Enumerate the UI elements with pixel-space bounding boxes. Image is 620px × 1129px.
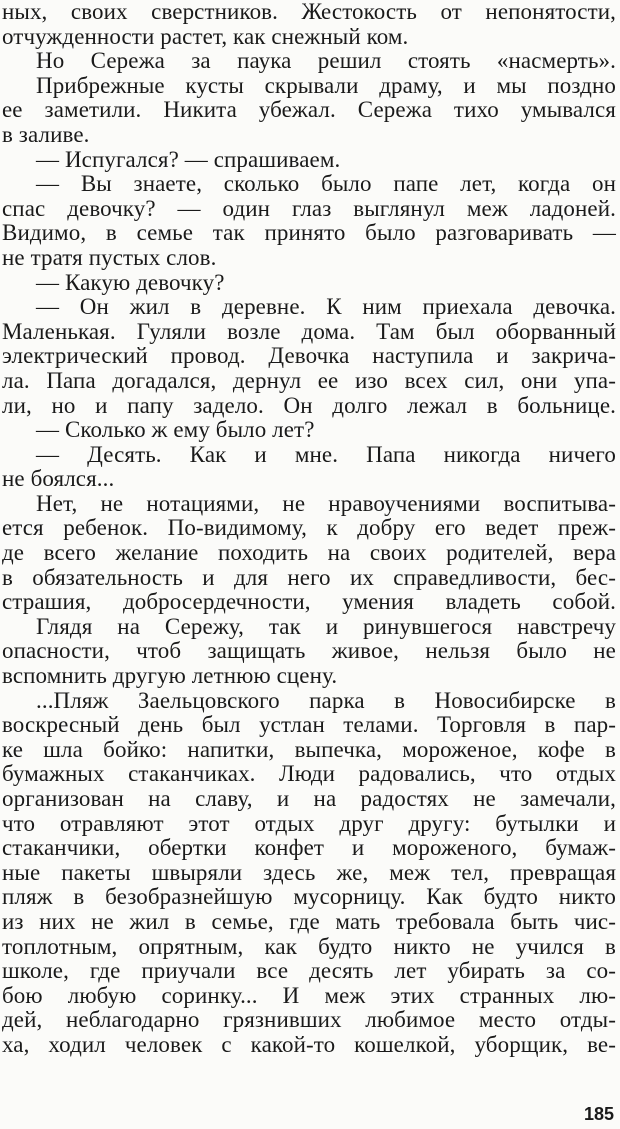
text-line: ли, но и папу задело. Он долго лежал в больнице. <box>2 392 616 418</box>
text-line: вспомнить другую летнюю сцену. <box>2 663 338 689</box>
text-line: ха, ходил человек с какой-то кошелкой, уборщик, ве- <box>2 1031 616 1057</box>
text-line: в обязательность и для него их справедливости, бес- <box>2 564 616 590</box>
page-number: 185 <box>583 1104 614 1124</box>
text-line: — Какую девочку? <box>36 269 225 295</box>
text-line: бою любую соринку... И меж этих странных лю- <box>2 982 616 1008</box>
text-line: не боялся... <box>2 466 115 492</box>
text-line: ке шла бойко: напитки, выпечка, мороженое, кофе в <box>2 736 616 762</box>
body-text <box>2 0 616 1058</box>
text-line: не тратя пустых слов. <box>2 244 217 270</box>
text-line: — Он жил в деревне. К ним приехала девочка. <box>36 294 616 320</box>
text-line: Глядя на Сережу, так и ринувшегося навстречу <box>36 613 616 639</box>
text-line: ...Пляж Заельцовского парка в Новосибирске в <box>36 687 616 713</box>
text-line: в заливе. <box>2 121 90 147</box>
text-line: де всего желание походить на своих родителей, вера <box>2 540 616 566</box>
text-line: ется ребенок. По-видимому, к добру его ведет преж- <box>2 515 616 541</box>
text-line: ные пакеты швыряли здесь же, меж тел, превращая <box>2 859 616 885</box>
text-line: бумажных стаканчиках. Люди радовались, что отдых <box>2 761 616 787</box>
text-line: ла. Папа догадался, дернул ее изо всех сил, они упа- <box>2 367 616 393</box>
text-line: — Испугался? — спрашиваем. <box>36 146 341 172</box>
text-line: топлотным, опрятным, как будто никто не учился в <box>2 933 616 959</box>
text-line: Прибрежные кусты скрывали драму, и мы поздно <box>36 72 616 98</box>
text-line: воскресный день был устлан телами. Торговля в пар- <box>2 712 616 738</box>
text-line: школе, где приучали все десять лет убирать за со- <box>2 958 616 984</box>
text-line: опасности, чтоб защищать живое, нельзя было не <box>2 638 616 664</box>
text-line: пляж в безобразнейшую мусорницу. Как будто никто <box>2 884 616 910</box>
text-line: Но Сережа за паука решил стоять «насмерть». <box>36 48 616 74</box>
text-line: страшия, добросердечности, умения владеть собой. <box>2 589 616 615</box>
text-line: из них не жил в семье, где мать требовала быть чис- <box>2 908 616 934</box>
text-line: Нет, не нотациями, не нравоучениями воспитыва- <box>36 490 616 516</box>
text-line: — Вы знаете, сколько было папе лет, когда он <box>36 171 616 197</box>
text-line: организован на славу, и на радостях не замечали, <box>2 786 616 811</box>
text-line: — Десять. Как и мне. Папа никогда ничего <box>36 441 616 467</box>
text-line: Видимо, в семье так принято было разговаривать — <box>2 220 616 246</box>
text-line: Маленькая. Гуляли возле дома. Там был оборванный <box>2 318 616 344</box>
text-line: электрический провод. Девочка наступила и закрича- <box>2 343 616 369</box>
text-line: ных, своих сверстников. Жестокость от непонятости, <box>2 0 616 24</box>
text-line: ее заметили. Никита убежал. Сережа тихо умывался <box>2 97 616 123</box>
text-line: стаканчики, обертки конфет и мороженого, бумаж- <box>2 835 616 861</box>
text-line: отчужденности растет, как снежный ком. <box>2 23 409 49</box>
text-line: дей, неблагодарно грязнивших любимое место отды- <box>2 1007 616 1033</box>
text-line: — Сколько ж ему было лет? <box>36 417 315 443</box>
text-line: спас девочку? — один глаз выглянул меж ладоней. <box>2 195 616 221</box>
text-line: что отравляют этот отдых друг другу: бутылки и <box>2 810 616 836</box>
